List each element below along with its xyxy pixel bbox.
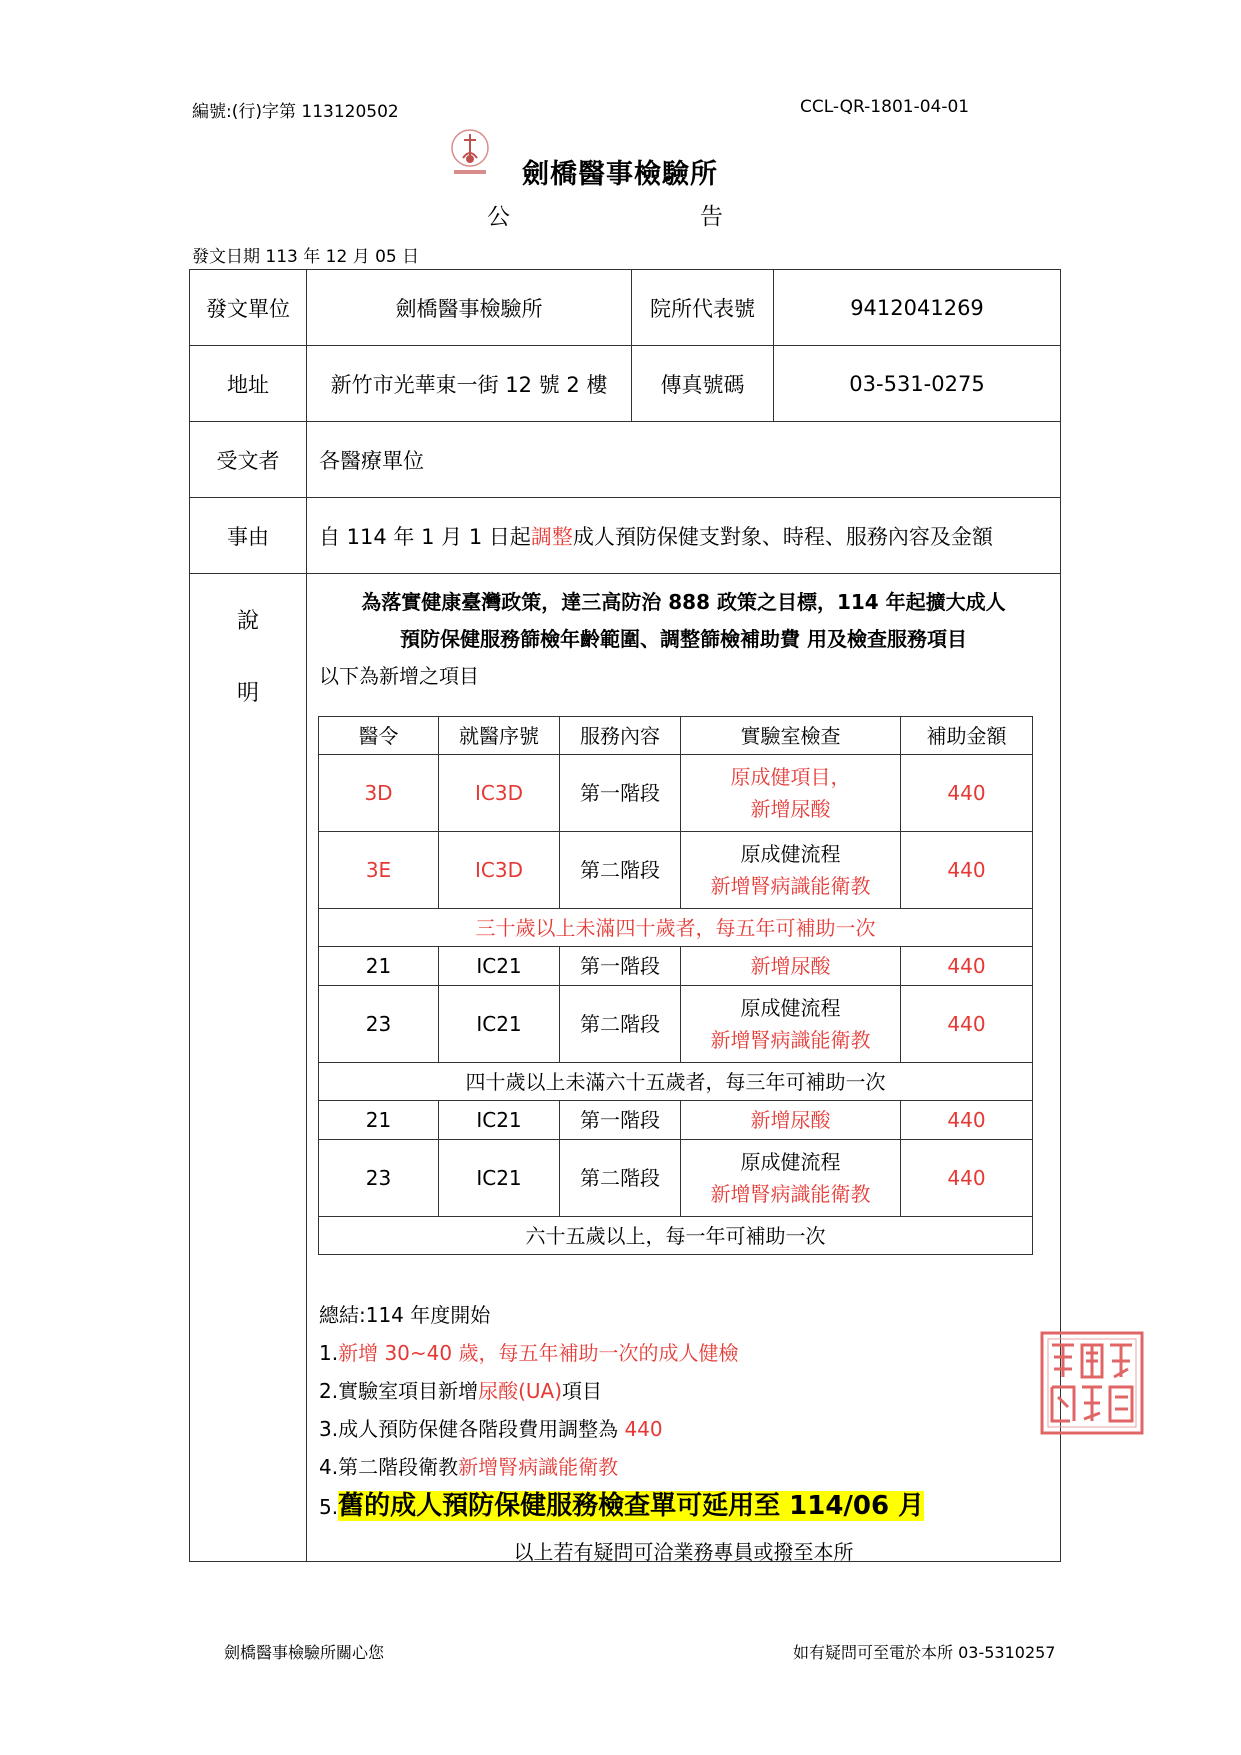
stage-cell: 第一階段 (560, 755, 681, 832)
description-content (307, 574, 1061, 1562)
age-group-note-1: 三十歲以上未滿四十歲者，每五年可補助一次 (319, 909, 1033, 947)
subject-red: 調整 (530, 524, 573, 549)
summary-item-5-num: 5. (319, 1495, 339, 1519)
seq-cell: IC21 (439, 986, 560, 1063)
closing-note: 以上若有疑問可洽業務專員或撥至本所 (513, 1540, 854, 1564)
amount-cell: 440 (901, 947, 1033, 986)
fax-label: 傳真號碼 (632, 346, 774, 422)
recipient-label: 受文者 (190, 422, 307, 498)
footer-right: 如有疑問可至電於本所 03-5310257 (793, 1643, 1056, 1662)
code-cell: 21 (319, 1101, 439, 1140)
announcement-char-2: 告 (700, 204, 723, 230)
subject-pre: 自 114 年 1 月 1 日起 (319, 524, 531, 549)
summary-item-4-pre: 4.第二階段衛教 (319, 1455, 459, 1479)
lab-cell: 新增尿酸 (681, 1101, 901, 1140)
summary-item-2-pre: 2.實驗室項目新增 (319, 1379, 479, 1403)
summary-item-1-num: 1. (319, 1341, 339, 1365)
code-cell: 23 (319, 1140, 439, 1217)
summary-item-1 (319, 1341, 738, 1365)
lab-cell (681, 986, 901, 1063)
seq-cell: IC21 (439, 947, 560, 986)
amount-cell: 440 (901, 1101, 1033, 1140)
announcement-char-1: 公 (487, 204, 510, 230)
summary-item-3 (319, 1417, 663, 1441)
header-lab: 實驗室檢查 (681, 717, 901, 755)
subject-label: 事由 (190, 498, 307, 574)
amount-cell: 440 (901, 832, 1033, 909)
summary-item-4-red: 新增腎病識能衛教 (458, 1455, 619, 1479)
summary-item-1-text: 新增 30~40 歲，每五年補助一次的成人健檢 (338, 1341, 739, 1365)
lab-line-2: 新增腎病識能衛教 (710, 1028, 871, 1052)
code-cell: 21 (319, 947, 439, 986)
lab-line-2: 新增腎病識能衛教 (710, 1182, 871, 1206)
lab-line-1: 原成健流程 (740, 842, 841, 866)
issuer-value: 劍橋醫事檢驗所 (307, 270, 632, 346)
code-label: 院所代表號 (632, 270, 774, 346)
age-group-note-2: 四十歲以上未滿六十五歲者，每三年可補助一次 (319, 1063, 1033, 1101)
table-row (319, 1140, 1033, 1217)
description-label-cell (190, 574, 307, 1562)
amount-cell: 440 (901, 755, 1033, 832)
lab-cell (681, 1140, 901, 1217)
table-row (319, 755, 1033, 832)
policy-line-1: 為落實健康臺灣政策，達三高防治 888 政策之目標，114 年起擴大成人 (361, 590, 1006, 614)
amount-cell: 440 (901, 1140, 1033, 1217)
lab-line-2: 新增尿酸 (750, 797, 831, 821)
lab-line-1: 原成健流程 (740, 996, 841, 1020)
seq-cell: IC3D (439, 755, 560, 832)
seq-cell: IC21 (439, 1140, 560, 1217)
summary-item-3-red: 440 (624, 1417, 663, 1441)
code-cell: 3D (319, 755, 439, 832)
subject-value (307, 498, 1061, 574)
code-value: 9412041269 (774, 270, 1061, 346)
form-code: CCL-QR-1801-04-01 (800, 97, 970, 117)
stage-cell: 第二階段 (560, 986, 681, 1063)
lab-line-2: 新增腎病識能衛教 (710, 874, 871, 898)
address-value: 新竹市光華東一街 12 號 2 樓 (307, 346, 632, 422)
lab-cell: 新增尿酸 (681, 947, 901, 986)
code-cell: 23 (319, 986, 439, 1063)
org-title: 劍橋醫事檢驗所 (522, 159, 718, 190)
summary-item-5-highlight: 舊的成人預防保健服務檢查單可延用至 114/06 月 (338, 1491, 925, 1521)
document-number: 編號:(行)字第 113120502 (192, 102, 399, 122)
address-label: 地址 (190, 346, 307, 422)
summary-item-2-post: 項目 (562, 1379, 603, 1403)
table-row (319, 986, 1033, 1063)
header-code: 醫令 (319, 717, 439, 755)
red-seal-stamp (1040, 1331, 1144, 1435)
issuer-label: 發文單位 (190, 270, 307, 346)
stage-cell: 第一階段 (560, 947, 681, 986)
header-amount: 補助金額 (901, 717, 1033, 755)
summary-item-5 (319, 1491, 924, 1522)
policy-line-2: 預防保健服務篩檢年齡範圍、調整篩檢補助費 用及檢查服務項目 (400, 627, 967, 651)
code-cell: 3E (319, 832, 439, 909)
footer-left: 劍橋醫事檢驗所關心您 (224, 1643, 385, 1662)
header-seq: 就醫序號 (439, 717, 560, 755)
summary-item-2-red: 尿酸(UA) (478, 1379, 563, 1403)
table-row (319, 1101, 1033, 1140)
lab-logo-icon (448, 128, 492, 184)
announcement-table (189, 269, 1061, 1562)
summary-item-4 (319, 1455, 618, 1479)
stage-cell: 第二階段 (560, 1140, 681, 1217)
lab-cell (681, 832, 901, 909)
table-row (319, 832, 1033, 909)
lab-line-1: 原成健流程 (740, 1150, 841, 1174)
issue-date: 發文日期 113 年 12 月 05 日 (192, 247, 420, 267)
seq-cell: IC3D (439, 832, 560, 909)
lab-line-1: 原成健項目， (730, 765, 851, 789)
recipient-value: 各醫療單位 (307, 422, 1061, 498)
summary-title: 總結:114 年度開始 (319, 1303, 491, 1327)
table-row (319, 947, 1033, 986)
fax-value: 03-531-0275 (774, 346, 1061, 422)
stage-cell: 第二階段 (560, 832, 681, 909)
description-label-1: 說 (237, 609, 260, 634)
summary-item-2 (319, 1379, 602, 1403)
summary-item-3-pre: 3.成人預防保健各階段費用調整為 (319, 1417, 625, 1441)
stage-cell: 第一階段 (560, 1101, 681, 1140)
items-table (318, 716, 1033, 1255)
new-items-intro: 以下為新增之項目 (319, 664, 479, 688)
seq-cell: IC21 (439, 1101, 560, 1140)
description-label-2: 明 (237, 681, 260, 706)
age-group-note-3: 六十五歲以上，每一年可補助一次 (319, 1217, 1033, 1255)
header-service: 服務內容 (560, 717, 681, 755)
lab-cell (681, 755, 901, 832)
subject-post: 成人預防保健支對象、時程、服務內容及金額 (572, 524, 993, 549)
amount-cell: 440 (901, 986, 1033, 1063)
